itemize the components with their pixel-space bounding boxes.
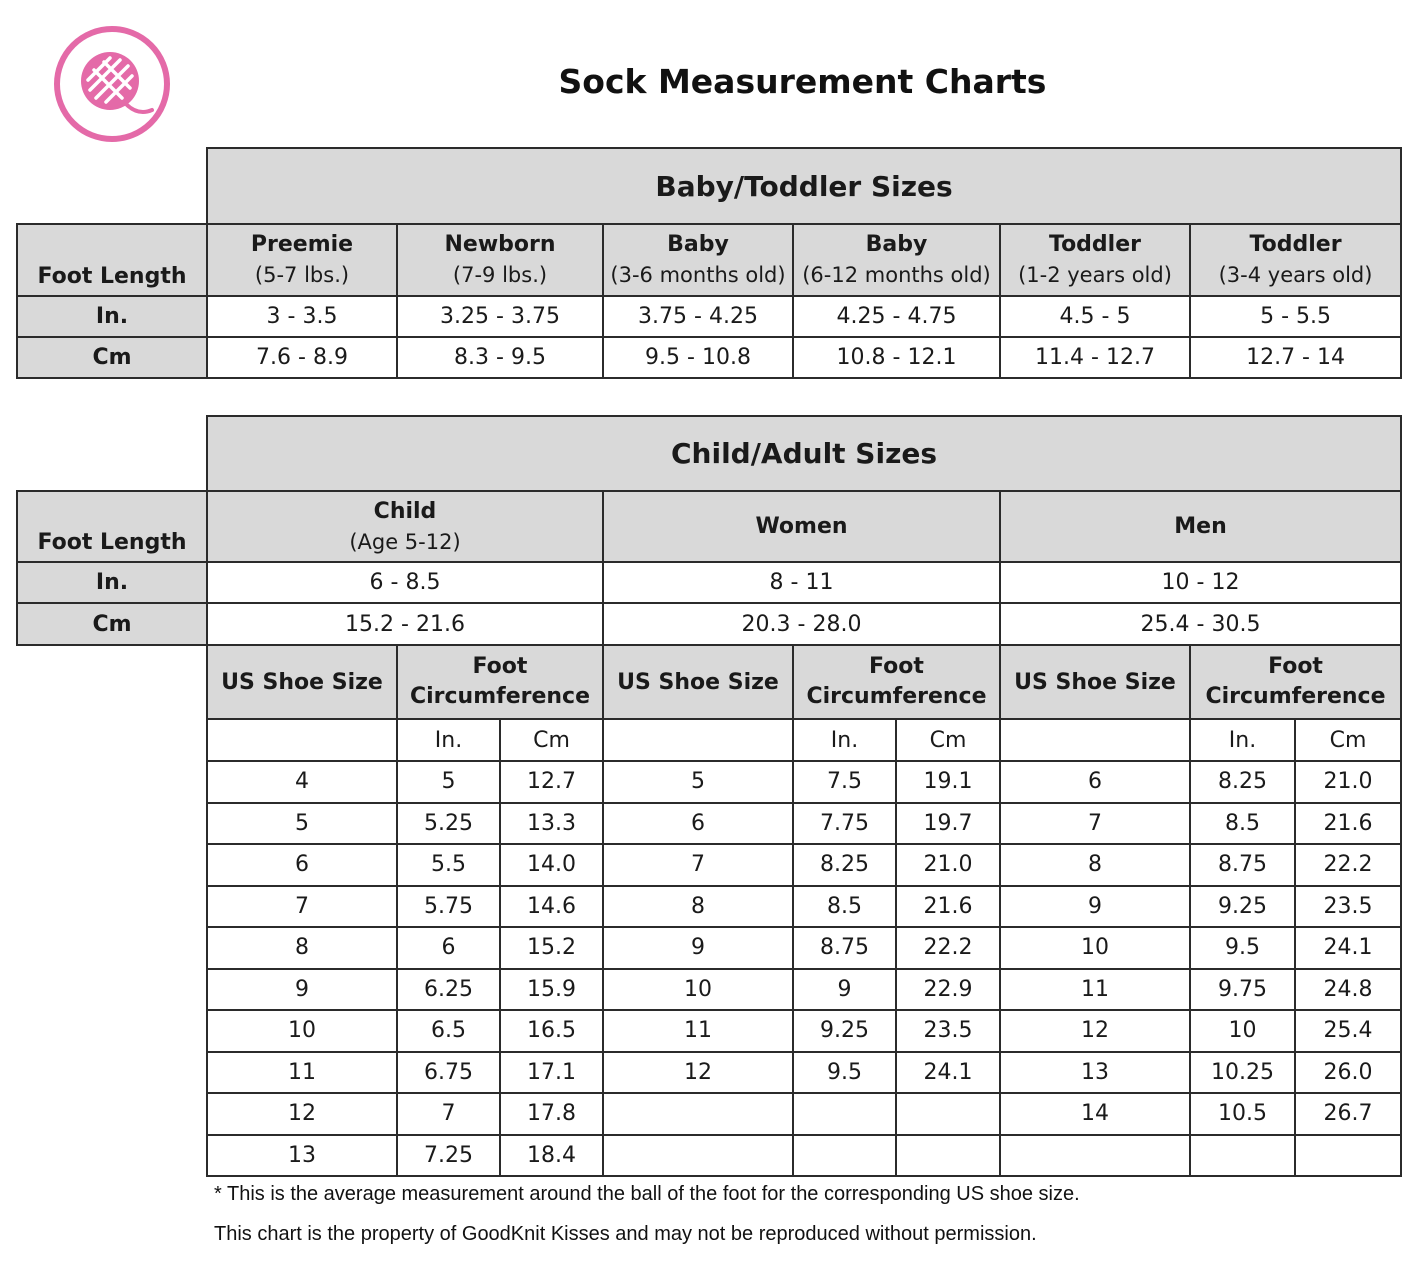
shoe-size-cell: 14	[1000, 1093, 1190, 1135]
circumference-in-cell	[793, 1135, 896, 1177]
foot-circumference-header	[397, 645, 603, 719]
circumference-in-cell: 6.25	[397, 969, 500, 1011]
shoe-size-cell: 12	[603, 1052, 793, 1094]
shoe-size-cell: 9	[1000, 886, 1190, 928]
shoe-size-cell: 6	[1000, 761, 1190, 803]
unit-header-in: In.	[397, 719, 500, 761]
table-row	[17, 1093, 1401, 1135]
shoe-size-cell: 6	[207, 844, 397, 886]
row-label-cm: Cm	[17, 337, 207, 378]
circumference-cm-cell: 17.8	[500, 1093, 603, 1135]
column-subtitle: (3-4 years old)	[1218, 263, 1373, 287]
circumference-in-cell: 9.5	[1190, 927, 1295, 969]
circumference-cm-cell: 16.5	[500, 1010, 603, 1052]
circumference-cm-cell: 26.7	[1295, 1093, 1401, 1135]
baby-size-header-1	[207, 224, 397, 296]
table-cell: 9.5 - 10.8	[603, 337, 793, 378]
circumference-cm-cell: 22.2	[896, 927, 1000, 969]
circumference-cm-cell: 21.6	[896, 886, 1000, 928]
yarn-ball-icon	[52, 24, 172, 144]
empty-cell	[603, 719, 793, 761]
column-subtitle: (Age 5-12)	[349, 529, 461, 554]
empty-corner	[17, 416, 207, 491]
column-name: Preemie	[250, 232, 354, 257]
shoe-size-cell	[1000, 1135, 1190, 1177]
circumference-cm-cell: 21.6	[1295, 803, 1401, 845]
column-name: Women	[755, 513, 848, 539]
circumference-cm-cell: 19.1	[896, 761, 1000, 803]
baby-size-header-6	[1190, 224, 1401, 296]
column-name: Toddler	[1048, 232, 1141, 257]
circumference-in-cell: 7	[397, 1093, 500, 1135]
us-shoe-size-header: US Shoe Size	[603, 645, 793, 719]
table-cell: 5 - 5.5	[1190, 296, 1401, 337]
table-cell: 10.8 - 12.1	[793, 337, 1000, 378]
empty-cell	[17, 927, 207, 969]
circumference-in-cell: 8.75	[1190, 844, 1295, 886]
foot-length-in-child: 6 - 8.5	[207, 562, 603, 603]
circumference-in-cell: 6	[397, 927, 500, 969]
foot-length-label: Foot Length	[17, 491, 207, 562]
baby-toddler-band-title: Baby/Toddler Sizes	[207, 148, 1401, 224]
table-row	[17, 1010, 1401, 1052]
circumference-in-cell: 6.5	[397, 1010, 500, 1052]
empty-cell	[17, 886, 207, 928]
shoe-size-cell: 11	[603, 1010, 793, 1052]
circumference-cm-cell: 18.4	[500, 1135, 603, 1177]
foot-length-cm-child: 15.2 - 21.6	[207, 603, 603, 645]
circumference-cm-cell: 24.8	[1295, 969, 1401, 1011]
column-subtitle: (3-6 months old)	[610, 263, 786, 287]
foot-length-cm-women: 20.3 - 28.0	[603, 603, 1000, 645]
empty-cell	[17, 761, 207, 803]
shoe-size-cell: 10	[1000, 927, 1190, 969]
table-cell: 12.7 - 14	[1190, 337, 1401, 378]
table-row	[17, 969, 1401, 1011]
table-cell: 4.5 - 5	[1000, 296, 1190, 337]
table-cell: 4.25 - 4.75	[793, 296, 1000, 337]
circumference-in-cell: 5	[397, 761, 500, 803]
shoe-size-cell: 9	[603, 927, 793, 969]
shoe-size-cell: 10	[603, 969, 793, 1011]
unit-header-cm: Cm	[1295, 719, 1401, 761]
circumference-in-cell: 9	[793, 969, 896, 1011]
table-cell: 7.6 - 8.9	[207, 337, 397, 378]
empty-cell	[17, 969, 207, 1011]
circumference-in-cell: 10	[1190, 1010, 1295, 1052]
header-line: Circumference	[409, 684, 591, 709]
shoe-size-cell: 12	[1000, 1010, 1190, 1052]
circumference-in-cell: 9.5	[793, 1052, 896, 1094]
circumference-cm-cell	[896, 1135, 1000, 1177]
table-cell: 3.75 - 4.25	[603, 296, 793, 337]
circumference-in-cell: 8.75	[793, 927, 896, 969]
table-row	[17, 803, 1401, 845]
header-line: Foot	[1268, 654, 1323, 679]
row-label-in: In.	[17, 296, 207, 337]
row-label-cm: Cm	[17, 603, 207, 645]
shoe-size-cell: 11	[207, 1052, 397, 1094]
table-row	[17, 1135, 1401, 1177]
circumference-cm-cell: 15.9	[500, 969, 603, 1011]
circumference-in-cell: 9.25	[1190, 886, 1295, 928]
table-row	[17, 761, 1401, 803]
row-label-in: In.	[17, 562, 207, 603]
shoe-size-cell: 6	[603, 803, 793, 845]
circumference-cm-cell: 23.5	[1295, 886, 1401, 928]
shoe-size-cell: 4	[207, 761, 397, 803]
unit-header-in: In.	[793, 719, 896, 761]
circumference-cm-cell	[1295, 1135, 1401, 1177]
column-subtitle: (5-7 lbs.)	[254, 263, 350, 287]
unit-header-cm: Cm	[500, 719, 603, 761]
empty-cell	[17, 1010, 207, 1052]
circumference-cm-cell: 13.3	[500, 803, 603, 845]
column-subtitle: (6-12 months old)	[802, 263, 991, 287]
shoe-size-cell: 11	[1000, 969, 1190, 1011]
empty-cell	[17, 844, 207, 886]
table-row	[17, 927, 1401, 969]
shoe-size-cell: 8	[1000, 844, 1190, 886]
table-row	[17, 886, 1401, 928]
shoe-size-cell: 5	[603, 761, 793, 803]
foot-length-cm-men: 25.4 - 30.5	[1000, 603, 1401, 645]
circumference-in-cell: 9.75	[1190, 969, 1295, 1011]
circumference-in-cell: 10.5	[1190, 1093, 1295, 1135]
circumference-in-cell: 8.5	[793, 886, 896, 928]
foot-length-in-men: 10 - 12	[1000, 562, 1401, 603]
circumference-cm-cell: 23.5	[896, 1010, 1000, 1052]
baby-size-header-2	[397, 224, 603, 296]
foot-length-label: Foot Length	[17, 224, 207, 296]
circumference-cm-cell: 21.0	[1295, 761, 1401, 803]
footnote-copyright: This chart is the property of GoodKnit Kisses and may not be reproduced without permission.	[214, 1223, 1037, 1245]
unit-header-cm: Cm	[896, 719, 1000, 761]
baby-toddler-table	[16, 147, 1402, 379]
header-line: Circumference	[1205, 684, 1386, 709]
circumference-in-cell	[1190, 1135, 1295, 1177]
empty-cell	[207, 719, 397, 761]
group-header-child	[207, 491, 603, 562]
circumference-in-cell: 8.5	[1190, 803, 1295, 845]
circumference-in-cell: 8.25	[1190, 761, 1295, 803]
us-shoe-size-header: US Shoe Size	[207, 645, 397, 719]
shoe-size-cell	[603, 1093, 793, 1135]
empty-cell	[17, 645, 207, 719]
column-name: Baby	[667, 232, 729, 257]
footnote-average: * This is the average measurement around the ball of the foot for the corresponding US shoe size.	[214, 1183, 1080, 1205]
circumference-cm-cell: 24.1	[896, 1052, 1000, 1094]
group-header-women	[603, 491, 1000, 562]
table-row	[17, 1052, 1401, 1094]
shoe-size-cell: 8	[603, 886, 793, 928]
group-header-men	[1000, 491, 1401, 562]
circumference-in-cell: 5.25	[397, 803, 500, 845]
shoe-size-cell: 10	[207, 1010, 397, 1052]
shoe-size-cell: 7	[603, 844, 793, 886]
us-shoe-size-header: US Shoe Size	[1000, 645, 1190, 719]
circumference-in-cell: 9.25	[793, 1010, 896, 1052]
table-row	[17, 337, 1401, 378]
circumference-cm-cell: 22.9	[896, 969, 1000, 1011]
circumference-cm-cell: 22.2	[1295, 844, 1401, 886]
circumference-in-cell	[793, 1093, 896, 1135]
shoe-size-cell: 13	[207, 1135, 397, 1177]
table-cell: 3 - 3.5	[207, 296, 397, 337]
circumference-cm-cell: 25.4	[1295, 1010, 1401, 1052]
circumference-cm-cell: 24.1	[1295, 927, 1401, 969]
shoe-size-cell: 7	[1000, 803, 1190, 845]
child-adult-table	[16, 415, 1402, 1177]
circumference-in-cell: 8.25	[793, 844, 896, 886]
circumference-in-cell: 7.75	[793, 803, 896, 845]
child-adult-band-title: Child/Adult Sizes	[207, 416, 1401, 491]
table-row	[17, 844, 1401, 886]
column-name: Child	[373, 498, 437, 524]
circumference-in-cell: 5.5	[397, 844, 500, 886]
table-row	[17, 296, 1401, 337]
baby-size-header-3	[603, 224, 793, 296]
column-name: Men	[1174, 513, 1227, 539]
circumference-cm-cell: 19.7	[896, 803, 1000, 845]
column-subtitle: (7-9 lbs.)	[452, 263, 548, 287]
circumference-in-cell: 7.25	[397, 1135, 500, 1177]
circumference-in-cell: 6.75	[397, 1052, 500, 1094]
unit-header-in: In.	[1190, 719, 1295, 761]
header-line: Foot	[472, 654, 528, 679]
foot-length-in-women: 8 - 11	[603, 562, 1000, 603]
baby-size-header-5	[1000, 224, 1190, 296]
foot-circumference-header	[1190, 645, 1401, 719]
circumference-cm-cell: 26.0	[1295, 1052, 1401, 1094]
empty-cell	[17, 719, 207, 761]
shoe-size-cell	[603, 1135, 793, 1177]
circumference-cm-cell	[896, 1093, 1000, 1135]
shoe-size-cell: 9	[207, 969, 397, 1011]
shoe-size-cell: 8	[207, 927, 397, 969]
circumference-in-cell: 10.25	[1190, 1052, 1295, 1094]
circumference-cm-cell: 12.7	[500, 761, 603, 803]
circumference-cm-cell: 14.6	[500, 886, 603, 928]
empty-cell	[1000, 719, 1190, 761]
circumference-cm-cell: 17.1	[500, 1052, 603, 1094]
circumference-in-cell: 5.75	[397, 886, 500, 928]
empty-cell	[17, 1052, 207, 1094]
column-name: Toddler	[1249, 232, 1342, 257]
shoe-size-cell: 13	[1000, 1052, 1190, 1094]
header-line: Circumference	[806, 684, 987, 709]
column-name: Baby	[865, 232, 928, 257]
table-cell: 11.4 - 12.7	[1000, 337, 1190, 378]
shoe-size-cell: 12	[207, 1093, 397, 1135]
circumference-cm-cell: 21.0	[896, 844, 1000, 886]
header-line: Foot	[869, 654, 924, 679]
table-cell: 3.25 - 3.75	[397, 296, 603, 337]
column-name: Newborn	[444, 232, 556, 257]
shoe-size-cell: 7	[207, 886, 397, 928]
circumference-cm-cell: 14.0	[500, 844, 603, 886]
circumference-cm-cell: 15.2	[500, 927, 603, 969]
empty-corner	[17, 148, 207, 224]
page-title: Sock Measurement Charts	[558, 62, 1047, 101]
baby-size-header-4	[793, 224, 1000, 296]
foot-circumference-header	[793, 645, 1000, 719]
empty-cell	[17, 1135, 207, 1177]
table-cell: 8.3 - 9.5	[397, 337, 603, 378]
empty-cell	[17, 803, 207, 845]
empty-cell	[17, 1093, 207, 1135]
column-subtitle: (1-2 years old)	[1018, 263, 1172, 287]
shoe-size-cell: 5	[207, 803, 397, 845]
circumference-in-cell: 7.5	[793, 761, 896, 803]
